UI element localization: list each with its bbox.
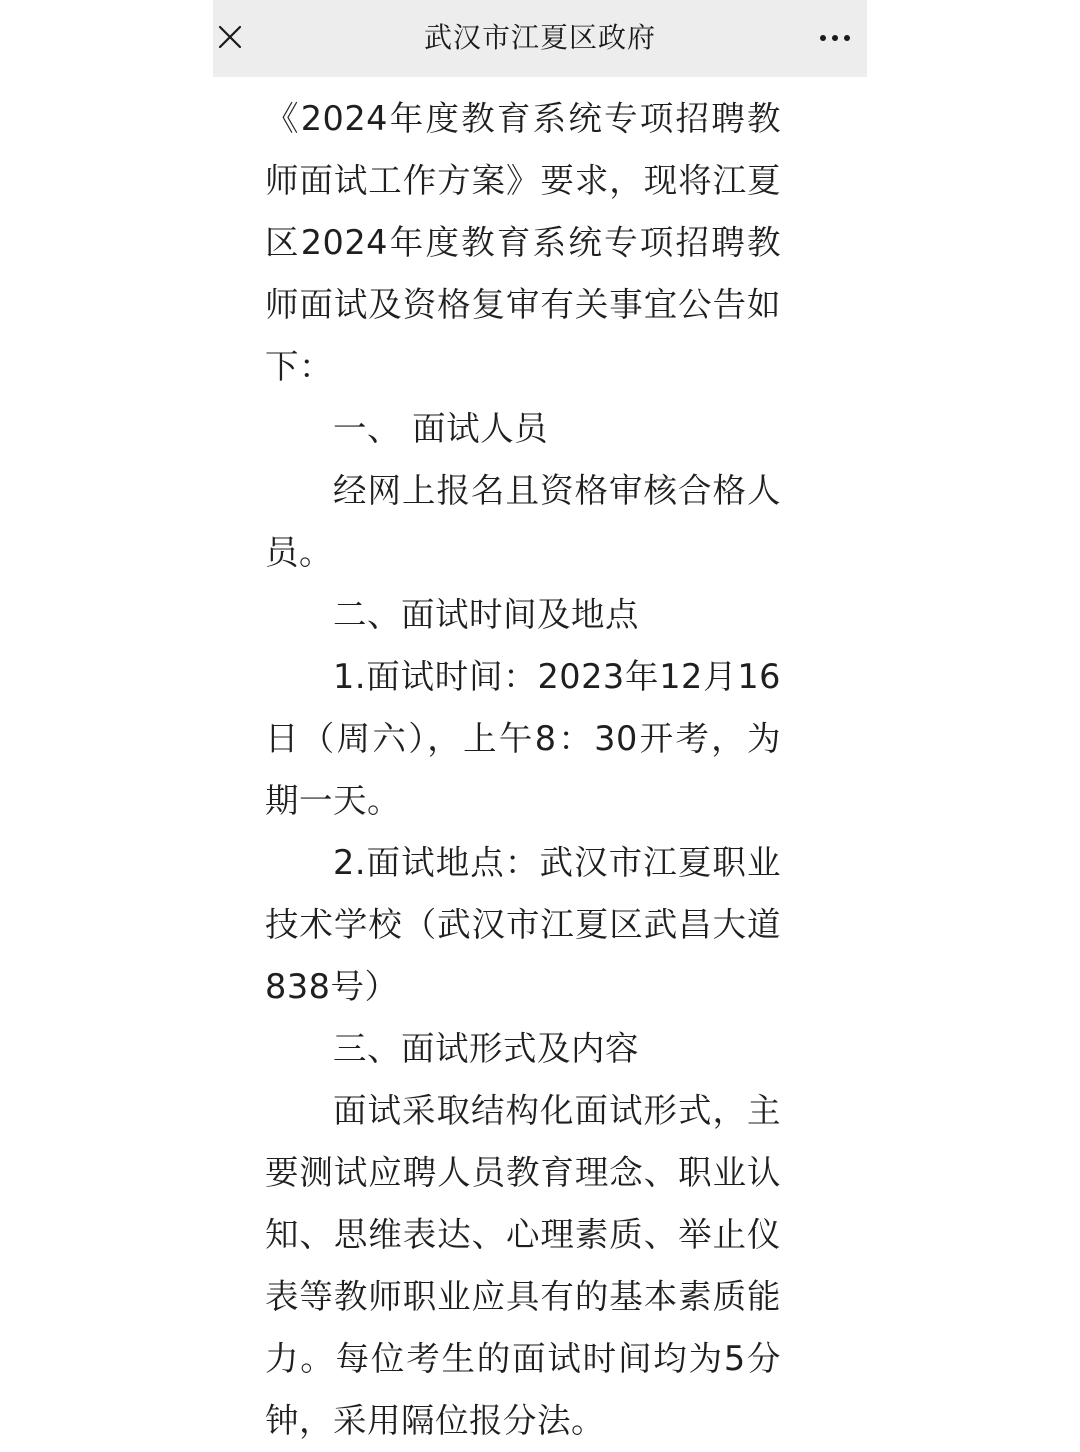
more-horizontal-icon bbox=[832, 35, 838, 41]
paragraph-interview-time: 1.面试时间：2023年12月16日（周六），上午8：30开考，为期一天。 bbox=[265, 657, 781, 820]
paragraph-interviewees: 经网上报名且资格审核合格人员。 bbox=[265, 471, 781, 572]
more-horizontal-icon bbox=[844, 35, 850, 41]
article-page bbox=[213, 0, 867, 1439]
article-body bbox=[265, 88, 781, 1452]
more-horizontal-icon bbox=[820, 35, 826, 41]
close-icon bbox=[218, 25, 242, 49]
close-button[interactable] bbox=[213, 12, 247, 62]
intro-paragraph: 《2024年度教育系统专项招聘教师面试工作方案》要求，现将江夏区2024年度教育系统专项招聘教师面试及资格复审有关事宜公告如下： bbox=[265, 99, 781, 386]
section-heading-2: 二、面试时间及地点 bbox=[333, 595, 639, 634]
section-heading-3: 三、面试形式及内容 bbox=[333, 1029, 639, 1068]
top-navigation-bar bbox=[213, 0, 867, 77]
paragraph-interview-location: 2.面试地点：武汉市江夏职业技术学校（武汉市江夏区武昌大道838号） bbox=[265, 843, 781, 1006]
section-heading-1: 一、 面试人员 bbox=[333, 409, 549, 448]
more-options-button[interactable] bbox=[817, 22, 855, 54]
page-title: 武汉市江夏区政府 bbox=[423, 21, 656, 54]
paragraph-interview-format: 面试采取结构化面试形式，主要测试应聘人员教育理念、职业认知、思维表达、心理素质、举止仪表等教师职业应具有的基本素质能力。每位考生的面试时间均为5分钟，采用隔位报分法。 bbox=[265, 1091, 781, 1440]
